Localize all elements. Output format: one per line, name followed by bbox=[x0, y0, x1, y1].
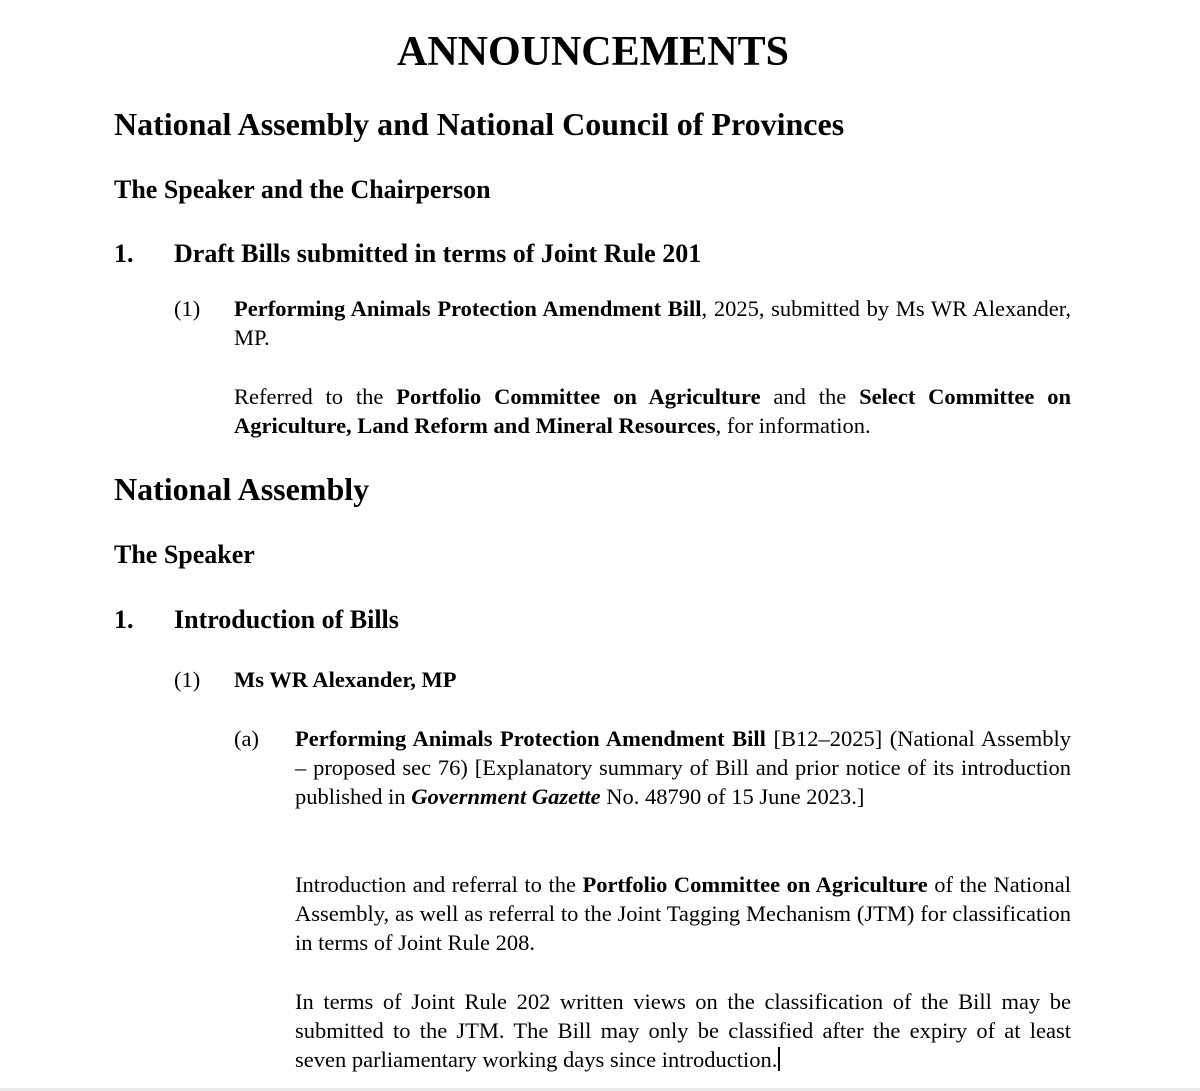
subheading-speaker: The Speaker bbox=[114, 540, 255, 569]
select-committee: Select Committee on Agriculture, Land Reform and Mineral Resources bbox=[234, 384, 1071, 438]
introduction-text: Introduction and referral to the bbox=[295, 872, 583, 897]
referral-text: , for information. bbox=[715, 413, 871, 438]
draft-bill-entry bbox=[234, 294, 1071, 352]
referral-paragraph bbox=[234, 382, 1071, 440]
referral-text: Referred to the bbox=[234, 384, 397, 409]
item-number: 1. bbox=[114, 239, 134, 268]
bill-details-text: [B12–2025] (National Assembly – proposed sec 76) [Explanatory summary of Bill and prior notice of its introduction published in bbox=[295, 726, 1071, 809]
bill-name: Performing Animals Protection Amendment Bill bbox=[234, 296, 702, 321]
section-heading-na-ncop: National Assembly and National Council of Provinces bbox=[114, 106, 845, 142]
bill-entry-text: , 2025, submitted by Ms WR Alexander, MP. bbox=[234, 296, 1071, 350]
portfolio-committee: Portfolio Committee on Agriculture bbox=[396, 384, 761, 409]
bill-details-paragraph bbox=[295, 724, 1071, 811]
introduction-paragraph bbox=[295, 870, 1071, 957]
bill-details-text: No. 48790 of 15 June 2023.] bbox=[600, 784, 865, 809]
referral-text: and the bbox=[760, 384, 860, 409]
entry-label: (1) bbox=[174, 296, 201, 321]
item-number: 1. bbox=[114, 605, 134, 634]
member-name: Ms WR Alexander, MP bbox=[234, 667, 457, 692]
subheading-speaker-chairperson: The Speaker and the Chairperson bbox=[114, 175, 491, 204]
entry-label: (1) bbox=[174, 667, 201, 692]
item-title-draft-bills: Draft Bills submitted in terms of Joint Rule 201 bbox=[174, 239, 702, 268]
section-heading-na: National Assembly bbox=[114, 471, 370, 507]
document-title: ANNOUNCEMENTS bbox=[396, 29, 790, 75]
item-title-introduction: Introduction of Bills bbox=[174, 605, 399, 634]
classification-paragraph bbox=[295, 987, 1071, 1074]
government-gazette: Government Gazette bbox=[411, 784, 601, 809]
text-cursor bbox=[778, 1047, 780, 1071]
bill-name: Performing Animals Protection Amendment Bill bbox=[295, 726, 766, 751]
classification-text: In terms of Joint Rule 202 written views on the classification of the Bill may be submitted to the JTM. The Bill may only be classified after the expiry of at least seven parliamentary working days since introduction. bbox=[295, 989, 1071, 1072]
sub-label: (a) bbox=[234, 726, 259, 751]
introduction-text: of the National Assembly, as well as referral to the Joint Tagging Mechanism (JTM) for classification in terms of Joint Rule 208. bbox=[295, 872, 1071, 955]
portfolio-committee: Portfolio Committee on Agriculture bbox=[582, 872, 928, 897]
